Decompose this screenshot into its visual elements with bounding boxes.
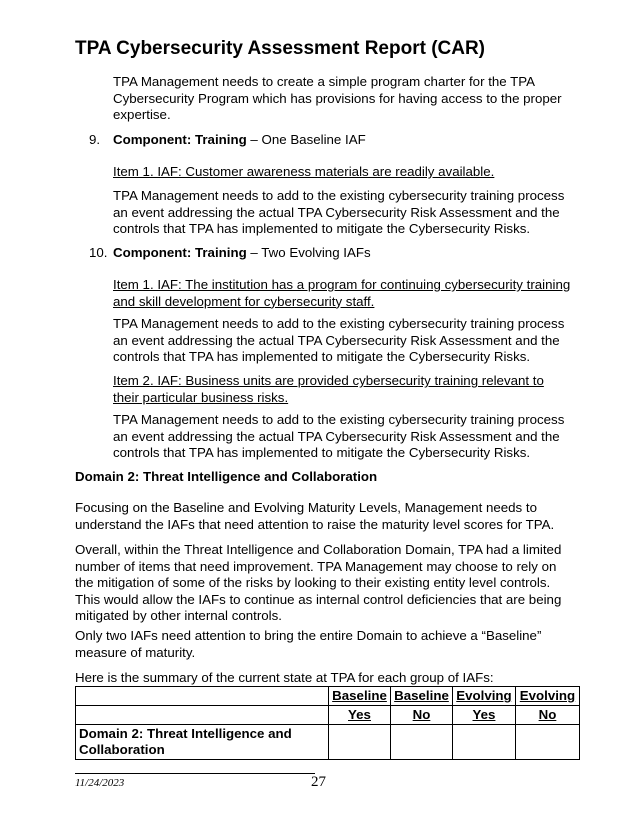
- header-baseline-yes: Yes: [329, 706, 391, 725]
- item-10-paragraph-1: TPA Management needs to add to the existing cybersecurity training process an event addressing the actual TPA Cybersecurity Risk Assessment and the controls that TPA has implemented to mitigate the Cybersecurity Risks.: [113, 316, 565, 364]
- item-10-number: 10.: [89, 245, 108, 260]
- table-header-row-2: [76, 706, 580, 725]
- table-intro: Here is the summary of the current state at TPA for each group of IAFs:: [75, 670, 494, 685]
- item-10-component-label: Component: Training: [113, 245, 247, 260]
- item-9-paragraph-1: TPA Management needs to add to the existing cybersecurity training process an event addressing the actual TPA Cybersecurity Risk Assessment and the controls that TPA has implemented to mitigate the Cybersecurity Risks.: [113, 188, 565, 236]
- intro-paragraph: TPA Management needs to create a simple program charter for the TPA Cybersecurity Program which has provisions for having access to the proper expertise.: [113, 74, 562, 122]
- domain-2-heading: Domain 2: Threat Intelligence and Collaboration: [75, 469, 378, 484]
- item-9-component-label: Component: Training: [113, 132, 247, 147]
- item-9-heading: [113, 132, 573, 149]
- header-evolving-no: No: [515, 706, 579, 725]
- item-10-heading: [113, 245, 573, 262]
- header-baseline-2: Baseline: [391, 687, 453, 706]
- item-10-component-rest: – Two Evolving IAFs: [246, 245, 371, 260]
- page-number: 27: [311, 774, 326, 790]
- table-corner-cell: [76, 687, 329, 706]
- table-corner-cell-2: [76, 706, 329, 725]
- table-header-row-1: [76, 687, 580, 706]
- page-title: TPA Cybersecurity Assessment Report (CAR): [75, 38, 486, 59]
- item-9-iaf-1: Item 1. IAF: Customer awareness materials are readily available.: [113, 164, 495, 179]
- domain-2-paragraph-2: Overall, within the Threat Intelligence and Collaboration Domain, TPA had a limited number of items that need improvement. TPA Management may choose to rely on the mitigation of some of the risks by looking to their existing entity level controls. This would allow the IAFs to continue as internal control deficiencies that are being mitigated by other internal controls.: [75, 542, 562, 623]
- row-label-domain-2: Domain 2: Threat Intelligence and Collaboration: [76, 725, 329, 760]
- domain-2-paragraph-1: Focusing on the Baseline and Evolving Maturity Levels, Management needs to understand the IAFs that need attention to raise the maturity level scores for TPA.: [75, 500, 555, 532]
- footer-divider: [75, 773, 315, 774]
- table-row: [76, 725, 580, 760]
- header-evolving-1: Evolving: [452, 687, 515, 706]
- header-evolving-2: Evolving: [515, 687, 579, 706]
- cell-baseline-yes: [329, 725, 391, 760]
- item-9-number: 9.: [89, 132, 101, 147]
- footer-date: 11/24/2023: [75, 777, 125, 789]
- header-evolving-yes: Yes: [452, 706, 515, 725]
- header-baseline-no: No: [391, 706, 453, 725]
- item-10-iaf-1: Item 1. IAF: The institution has a program for continuing cybersecurity training and skill development for cybersecurity staff.: [113, 277, 571, 309]
- cell-evolving-no: [515, 725, 579, 760]
- header-baseline-1: Baseline: [329, 687, 391, 706]
- cell-evolving-yes: [452, 725, 515, 760]
- item-10-iaf-2: Item 2. IAF: Business units are provided cybersecurity training relevant to their particular business risks.: [113, 373, 544, 405]
- domain-2-paragraph-3: Only two IAFs need attention to bring the entire Domain to achieve a “Baseline” measure of maturity.: [75, 628, 542, 660]
- item-9-component-rest: – One Baseline IAF: [246, 132, 366, 147]
- maturity-summary-table: [75, 686, 580, 760]
- cell-baseline-no: [391, 725, 453, 760]
- item-10-paragraph-2: TPA Management needs to add to the existing cybersecurity training process an event addressing the actual TPA Cybersecurity Risk Assessment and the controls that TPA has implemented to mitigate the Cybersecurity Risks.: [113, 412, 565, 460]
